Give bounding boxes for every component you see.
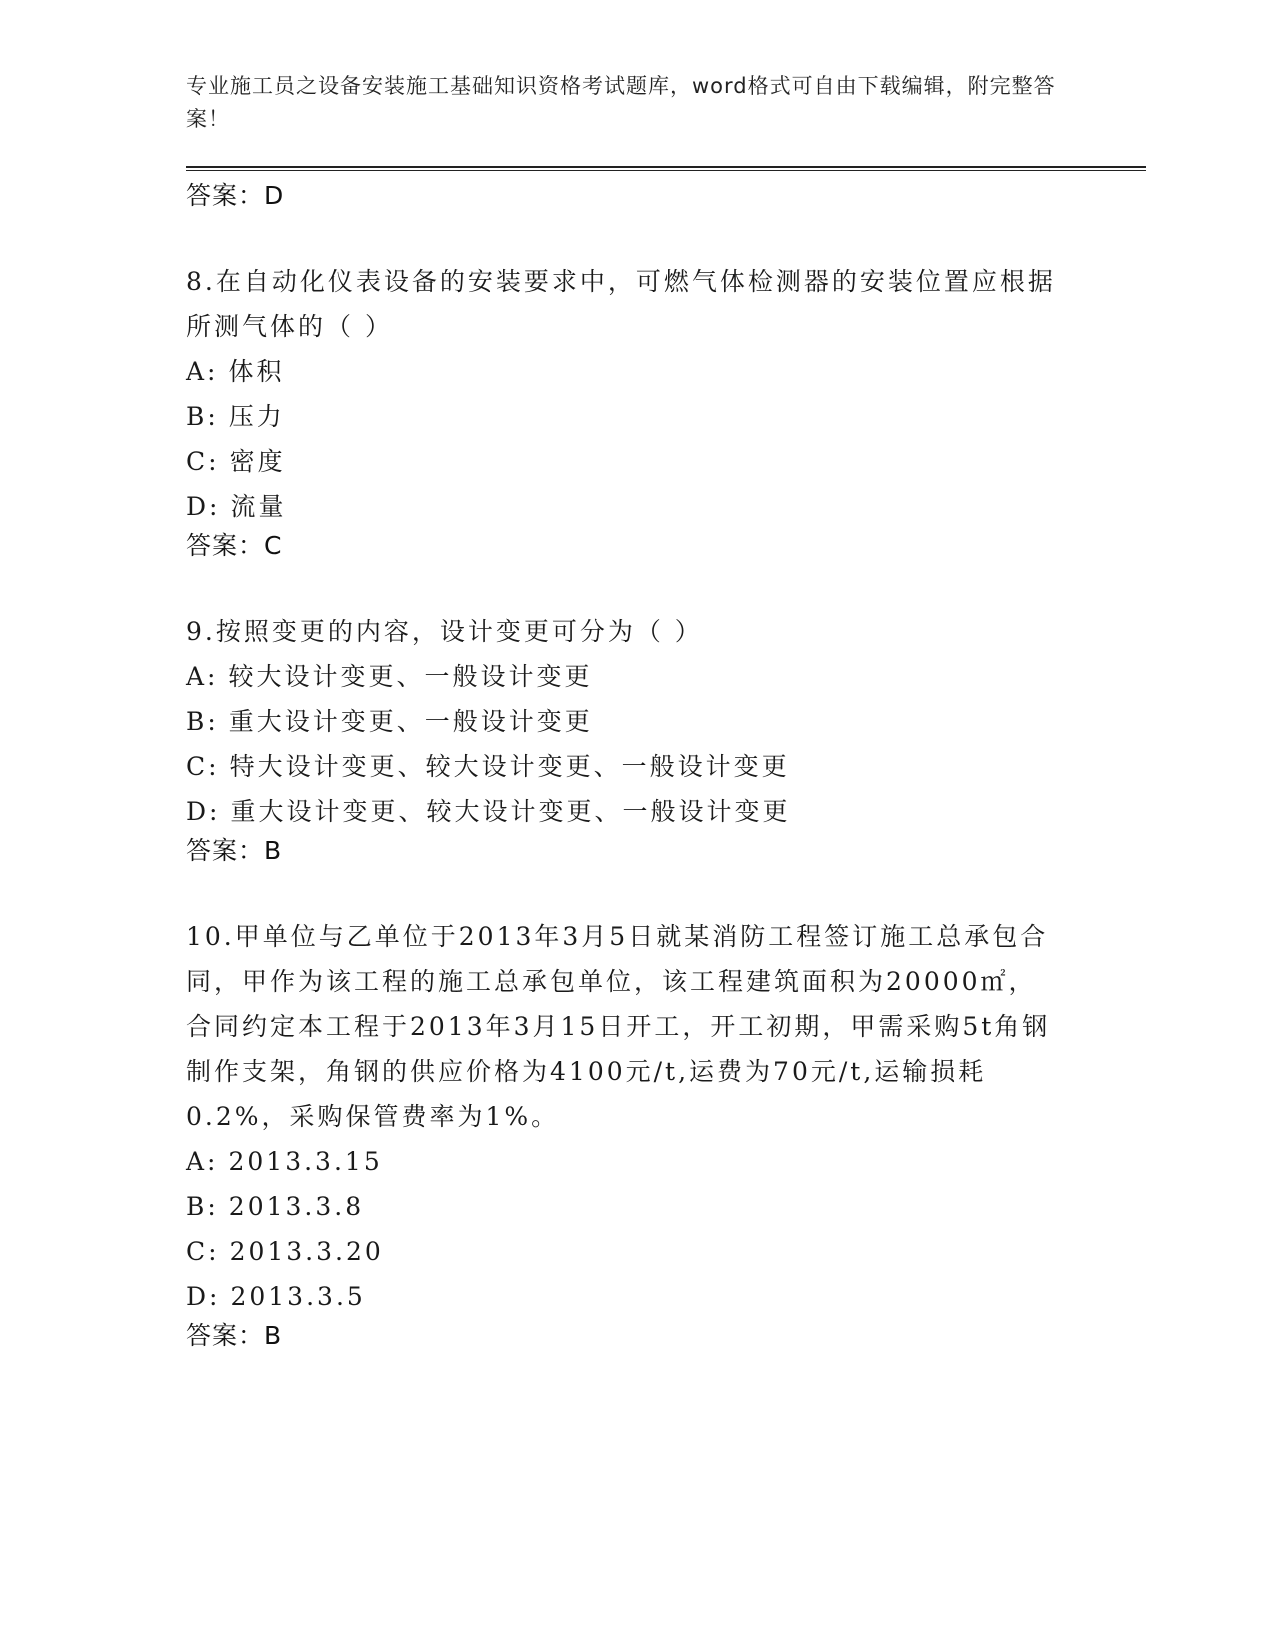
option-a: A: 体积 — [186, 357, 285, 386]
question-stem: 9.按照变更的内容，设计变更可分为（ ） — [186, 617, 703, 646]
option-c: C: 密度 — [186, 447, 286, 476]
document-page — [186, 70, 1146, 1351]
question-stem: 8.在自动化仪表设备的安装要求中，可燃气体检测器的安装位置应根据所测气体的（ ） — [186, 267, 1056, 341]
answer-line: 答案：B — [186, 836, 283, 865]
question-8 — [186, 259, 1146, 561]
document-header: 专业施工员之设备安装施工基础知识资格考试题库，word格式可自由下载编辑，附完整答案！ — [186, 74, 1056, 131]
option-d: D: 流量 — [186, 492, 287, 521]
header-divider — [186, 166, 1146, 171]
option-c: C: 特大设计变更、较大设计变更、一般设计变更 — [186, 752, 790, 781]
option-c: C: 2013.3.20 — [186, 1237, 384, 1266]
option-d: D: 重大设计变更、较大设计变更、一般设计变更 — [186, 797, 791, 826]
question-10 — [186, 914, 1146, 1351]
question-9 — [186, 609, 1146, 866]
answer-line: 答案：C — [186, 531, 283, 560]
question-stem: 10.甲单位与乙单位于2013年3月5日就某消防工程签订施工总承包合同，甲作为该工程的施工总承包单位，该工程建筑面积为20000㎡，合同约定本工程于2013年3月15日开工，开工初期，甲需采购5t角钢制作支架，角钢的供应价格为4100元/t,运费为70元/t,运输损耗0.2%，采购保管费率为1%。 — [186, 922, 1051, 1131]
option-b: B: 重大设计变更、一般设计变更 — [186, 707, 593, 736]
option-b: B: 2013.3.8 — [186, 1192, 365, 1221]
option-a: A: 较大设计变更、一般设计变更 — [186, 662, 593, 691]
option-b: B: 压力 — [186, 402, 285, 431]
option-a: A: 2013.3.15 — [186, 1147, 383, 1176]
answer-line: 答案：B — [186, 1321, 283, 1350]
option-d: D: 2013.3.5 — [186, 1282, 366, 1311]
answer-line: 答案：D — [186, 181, 285, 210]
